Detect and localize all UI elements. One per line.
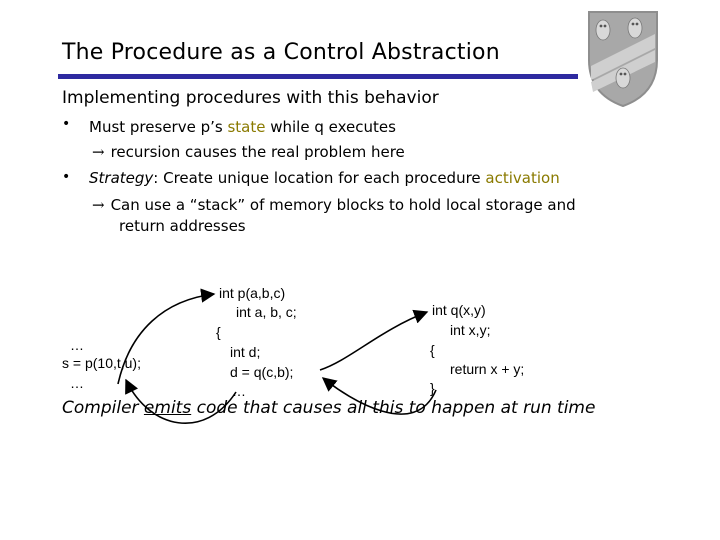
activation-keyword: activation bbox=[485, 169, 560, 187]
bullet-marker: • bbox=[62, 116, 71, 132]
procedure-p-line: int p(a,b,c) bbox=[219, 285, 286, 301]
bullet-preserve-state: Must preserve p’s state while q executes bbox=[89, 118, 396, 136]
arrow-bullet-icon: → bbox=[92, 143, 105, 161]
procedure-q-line: int x,y; bbox=[450, 322, 491, 338]
bullet-marker: • bbox=[62, 169, 71, 185]
bottom-caption: Compiler emits code that causes all this to happen at run time bbox=[62, 398, 596, 418]
caller-code-line: … bbox=[70, 337, 84, 353]
call-arrow-to-q bbox=[320, 312, 427, 370]
procedure-p-line: d = q(c,b); bbox=[230, 364, 294, 380]
emits-underlined: emits bbox=[143, 398, 192, 418]
caller-code-line: s = p(10,t,u); bbox=[62, 355, 141, 371]
call-arrow-to-p bbox=[118, 294, 214, 384]
procedure-p-line: int d; bbox=[230, 344, 261, 360]
state-keyword: state bbox=[227, 118, 266, 136]
procedure-q-line: return x + y; bbox=[450, 361, 525, 377]
sub-bullet-recursion: → recursion causes the real problem here bbox=[92, 143, 405, 161]
procedure-p-line: { bbox=[216, 324, 221, 340]
sub-bullet-stack: → Can use a “stack” of memory blocks to hold local storage and bbox=[92, 196, 576, 214]
bullet-strategy: Strategy: Create unique location for each procedure activation bbox=[89, 169, 560, 187]
caller-code-line: … bbox=[70, 375, 84, 391]
procedure-q-line: int q(x,y) bbox=[432, 302, 486, 318]
slide-title: The Procedure as a Control Abstraction bbox=[62, 40, 500, 65]
procedure-q-line: { bbox=[430, 342, 435, 358]
arrow-bullet-icon: → bbox=[92, 196, 105, 214]
procedure-p-line: int a, b, c; bbox=[236, 304, 297, 320]
sub-bullet-stack-continued: return addresses bbox=[119, 217, 246, 235]
section-heading: Implementing procedures with this behavior bbox=[62, 88, 439, 108]
procedure-q-line: } bbox=[430, 380, 435, 396]
procedure-p-line: … bbox=[232, 383, 246, 399]
